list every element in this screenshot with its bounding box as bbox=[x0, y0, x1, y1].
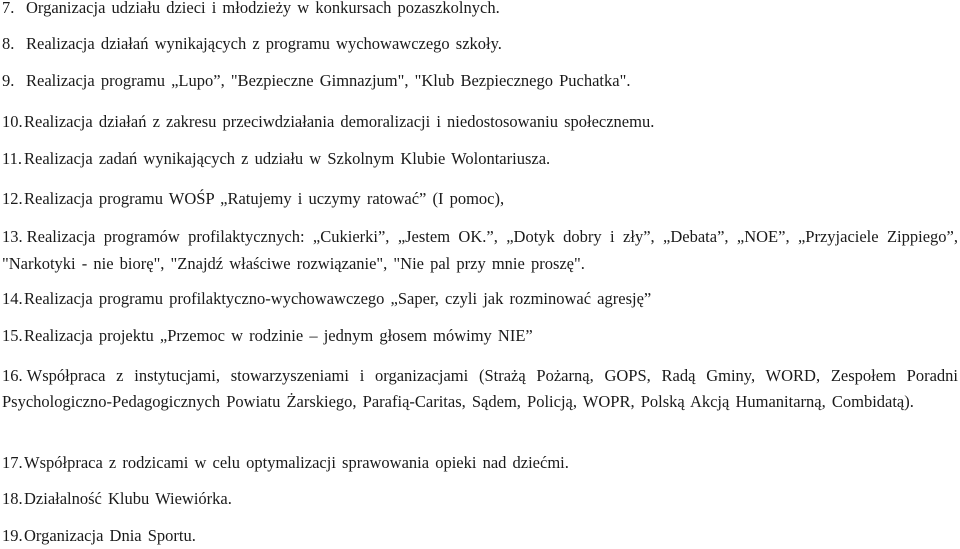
list-item-number: 14. bbox=[2, 289, 23, 308]
list-item-number: 10. bbox=[2, 112, 23, 131]
list-item-number: 8. bbox=[2, 34, 15, 53]
list-item-text: Współpraca z rodzicami w celu optymalizacji sprawowania opieki nad dziećmi. bbox=[24, 453, 569, 472]
list-item-text: Działalność Klubu Wiewiórka. bbox=[24, 489, 232, 508]
list-item-text: Realizacja programu profilaktyczno-wychowawczego „Saper, czyli jak rozminować agresję” bbox=[24, 289, 652, 308]
list-item bbox=[2, 486, 958, 512]
list-item bbox=[2, 146, 958, 172]
list-item bbox=[2, 523, 958, 549]
list-item-text: Realizacja programu WOŚP „Ratujemy i uczymy ratować” (I pomoc), bbox=[24, 189, 505, 208]
list-item-text: Współpraca z instytucjami, stowarzyszeniami i organizacjami (Strażą Pożarną, GOPS, Radą Gminy, WORD, Zespołem Poradni Psychologiczno-Pedagogicznych Powiatu Żarskiego, Parafią-Caritas, Sądem, Policją, WOPR, Polską Akcją Humanitarną, Combidatą). bbox=[2, 366, 958, 411]
list-item-number: 11. bbox=[2, 149, 23, 168]
list-item-number: 15. bbox=[2, 326, 23, 345]
list-item-text: Realizacja programów profilaktycznych: „Cukierki”, „Jestem OK.”, „Dotyk dobry i zły”, „Debata”, „NOE”, „Przyjaciele Zippiego”, "Narkotyki - nie biorę", "Znajdź właściwe rozwiązanie", "Nie pal przy mnie proszę". bbox=[2, 227, 958, 273]
list-item-number: 16. bbox=[2, 366, 23, 385]
list-item-number: 9. bbox=[2, 71, 15, 90]
list-item-number: 18. bbox=[2, 489, 23, 508]
list-item bbox=[2, 286, 958, 312]
list-item-text: Realizacja działań wynikających z programu wychowawczego szkoły. bbox=[26, 34, 502, 53]
list-item bbox=[2, 223, 958, 277]
list-item-text: Organizacja Dnia Sportu. bbox=[24, 526, 196, 545]
list-item bbox=[2, 323, 958, 349]
list-item-number: 12. bbox=[2, 189, 23, 208]
list-item bbox=[2, 450, 958, 476]
list-item-number: 13. bbox=[2, 227, 23, 246]
list-item-number: 7. bbox=[2, 0, 15, 17]
list-item-text: Organizacja udziału dzieci i młodzieży w konkursach pozaszkolnych. bbox=[26, 0, 500, 17]
list-item-text: Realizacja projektu „Przemoc w rodzinie – jednym głosem mówimy NIE” bbox=[24, 326, 533, 345]
list-item-text: Realizacja działań z zakresu przeciwdziałania demoralizacji i niedostosowaniu społecznemu. bbox=[24, 112, 655, 131]
list-item-number: 19. bbox=[2, 526, 23, 545]
list-item bbox=[2, 31, 958, 57]
list-item-text: Realizacja zadań wynikających z udziału w Szkolnym Klubie Wolontariusza. bbox=[24, 149, 551, 168]
list-item-text: Realizacja programu „Lupo”, "Bezpieczne Gimnazjum", "Klub Bezpiecznego Puchatka". bbox=[26, 71, 631, 90]
list-item bbox=[2, 0, 958, 21]
list-item bbox=[2, 68, 958, 94]
list-item bbox=[2, 186, 958, 212]
list-item-number: 17. bbox=[2, 453, 23, 472]
list-item bbox=[2, 109, 958, 135]
list-item bbox=[2, 363, 958, 415]
